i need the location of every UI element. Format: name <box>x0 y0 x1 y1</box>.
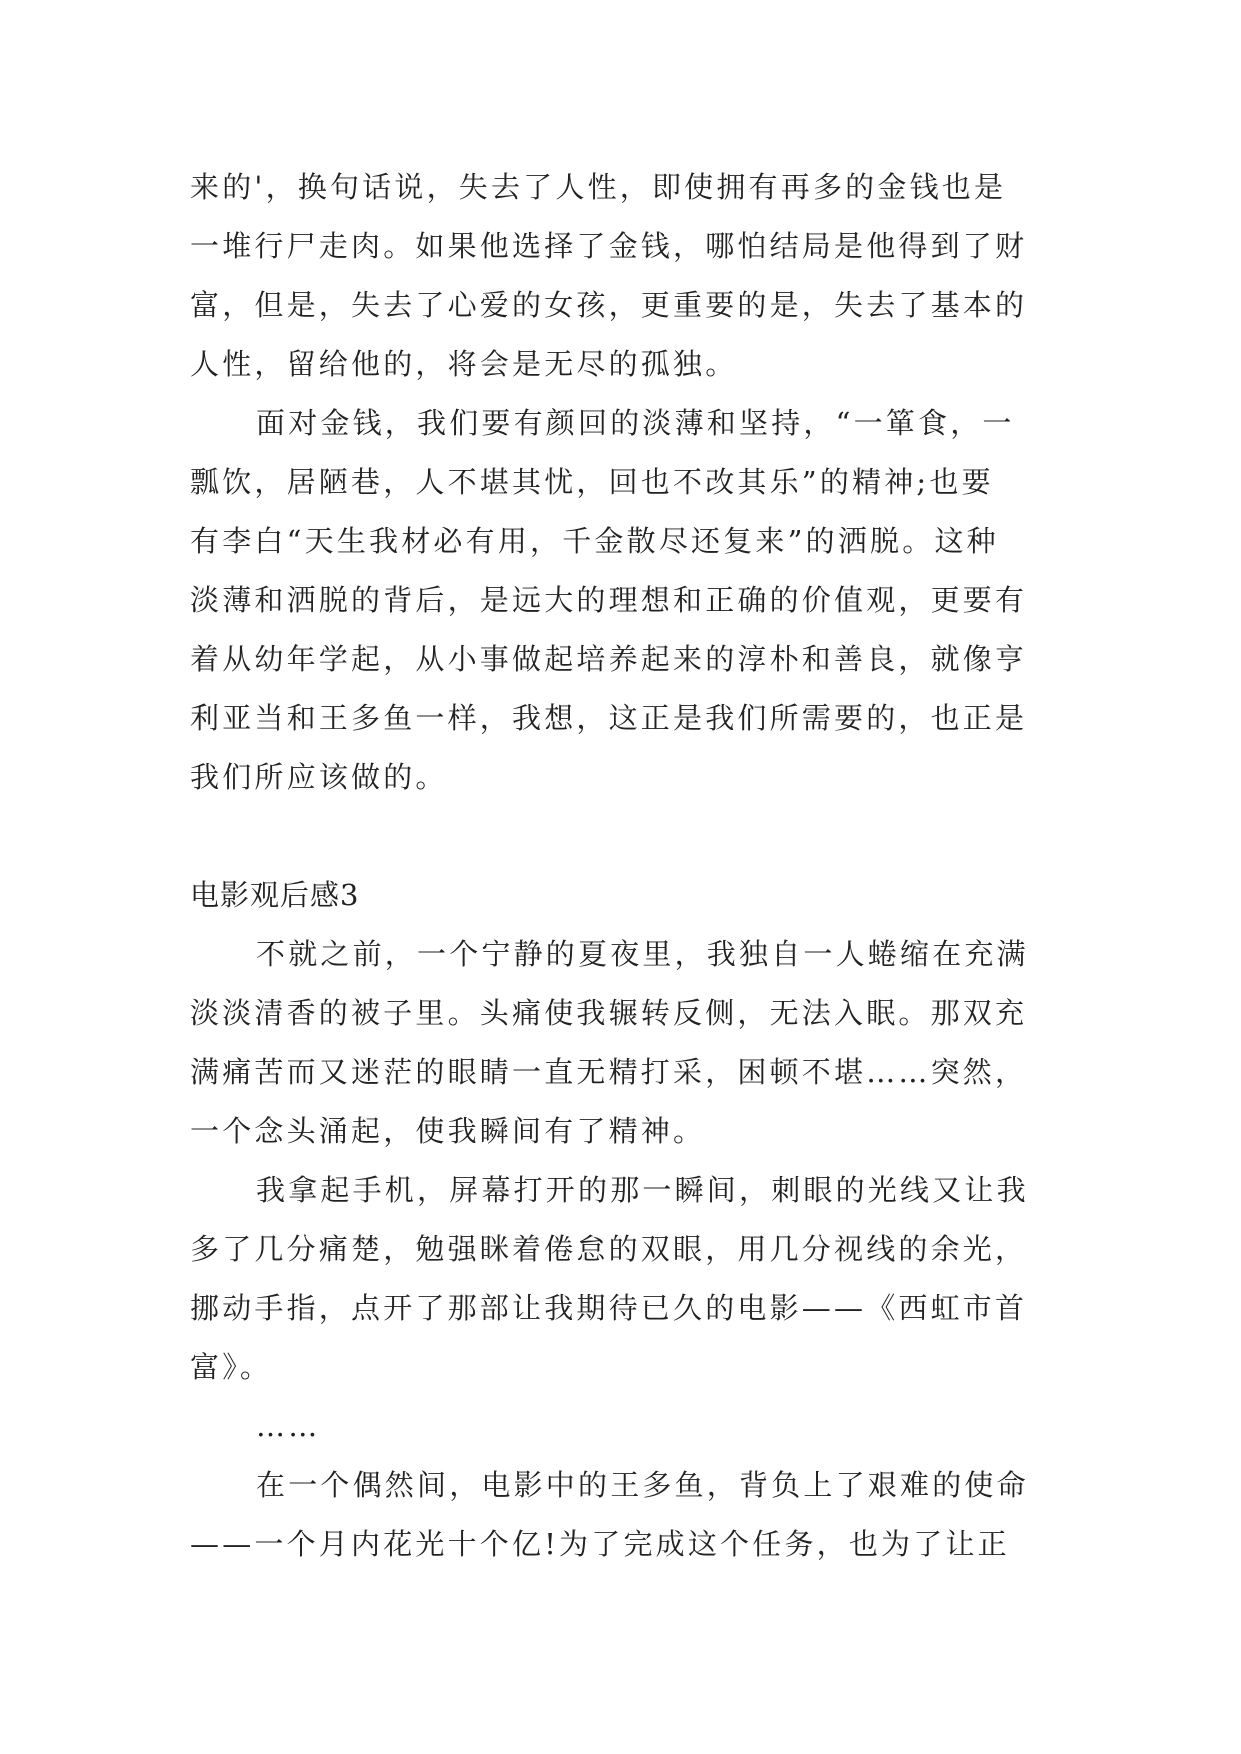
text-line: 有李白“天生我材必有用，千金散尽还复来”的洒脱。这种 <box>190 524 999 558</box>
paragraph <box>190 925 1050 1161</box>
text-line: 一个念头涌起，使我瞬间有了精神。 <box>190 1114 706 1148</box>
text-line: 我拿起手机，屏幕打开的那一瞬间，刺眼的光线又让我 <box>256 1173 1029 1207</box>
text-line: 我们所应该做的。 <box>190 760 448 794</box>
text-line: 一堆行尸走肉。如果他选择了金钱，哪怕结局是他得到了财 <box>190 229 1028 263</box>
text-line: 利亚当和王多鱼一样，我想，这正是我们所需要的，也正是 <box>190 701 1028 735</box>
paragraph <box>190 1456 1050 1574</box>
text-line: 挪动手指，点开了那部让我期待已久的电影——《西虹市首 <box>190 1291 1028 1325</box>
text-line: 富，但是，失去了心爱的女孩，更重要的是，失去了基本的 <box>190 288 1028 322</box>
text-line: 瓢饮，居陋巷，人不堪其忧，回也不改其乐”的精神;也要 <box>190 465 994 499</box>
paragraph <box>190 1161 1050 1397</box>
text-line: 面对金钱，我们要有颜回的淡薄和坚持，“一箪食，一 <box>256 406 1015 440</box>
text-line: ——一个月内花光十个亿!为了完成这个任务，也为了让正 <box>190 1527 1010 1561</box>
text-line: 在一个偶然间，电影中的王多鱼，背负上了艰难的使命 <box>256 1468 1029 1502</box>
text-line: 多了几分痛楚，勉强眯着倦怠的双眼，用几分视线的余光， <box>190 1232 1028 1266</box>
paragraph <box>190 394 1050 807</box>
text-line: 淡薄和洒脱的背后，是远大的理想和正确的价值观，更要有 <box>190 583 1028 617</box>
document-body <box>190 158 1050 1574</box>
section-spacer <box>190 807 1050 866</box>
text-line: 来的'，换句话说，失去了人性，即使拥有再多的金钱也是 <box>190 170 1007 204</box>
text-line: 不就之前，一个宁静的夏夜里，我独自一人蜷缩在充满 <box>256 937 1029 971</box>
paragraph-continuation <box>190 158 1050 394</box>
text-line: 人性，留给他的，将会是无尽的孤独。 <box>190 347 738 381</box>
section-title: 电影观后感3 <box>190 878 360 912</box>
text-line: 淡淡清香的被子里。头痛使我辗转反侧，无法入眠。那双充 <box>190 996 1028 1030</box>
text-line: 富》。 <box>190 1350 273 1384</box>
text-line: 满痛苦而又迷茫的眼睛一直无精打采，困顿不堪……突然， <box>190 1055 1028 1089</box>
text-line: 着从幼年学起，从小事做起培养起来的淳朴和善良，就像亨 <box>190 642 1028 676</box>
ellipsis-line: …… <box>256 1409 321 1443</box>
